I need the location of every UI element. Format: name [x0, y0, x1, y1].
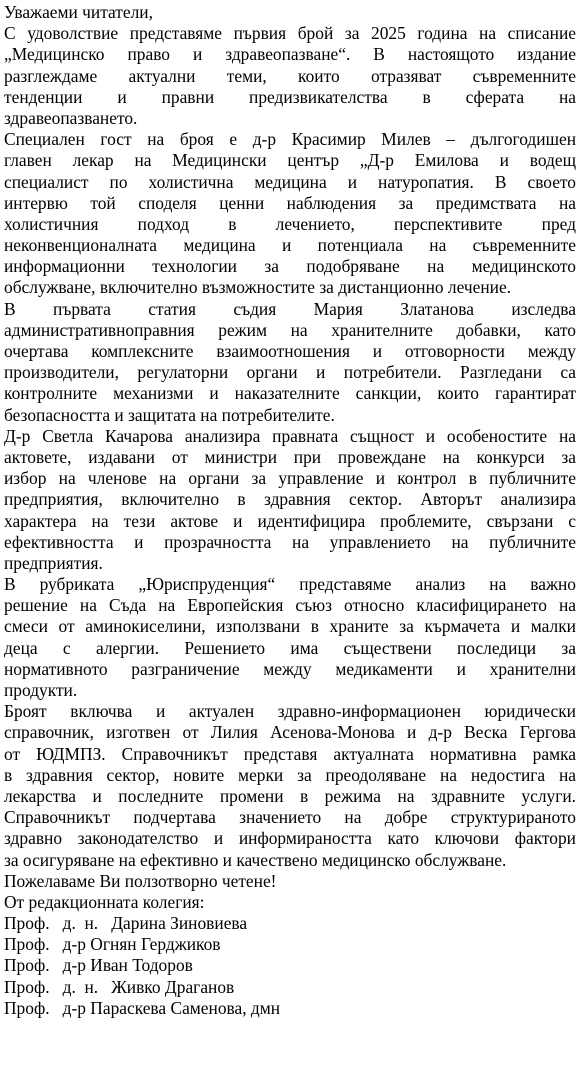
- paragraph: [4, 129, 576, 299]
- paragraph-line: предприятия, включително в здравния сектор. Авторът анализира: [4, 489, 576, 510]
- paragraph-line: от ЮДМПЗ. Справочникът представя актуалната нормативна рамка: [4, 743, 576, 764]
- paragraph-line: С удоволствие представяме първия брой за 2025 година на списание: [4, 23, 576, 44]
- paragraph-line: интервю той споделя ценни наблюдения за предимствата на: [4, 192, 576, 213]
- paragraph-line: здравеопазването.: [4, 107, 138, 128]
- paragraph-line: характера на тези актове и идентифицира проблемите, свързани с: [4, 510, 576, 531]
- paragraph-line: Справочникът подчертава значението на добре структурираното: [4, 807, 576, 828]
- paragraph: [4, 574, 576, 701]
- paragraph-line: избор на членове на органи за управление и контрол в публичните: [4, 468, 576, 489]
- paragraph-line: смеси от аминокиселини, използвани в храните за кърмачета и малки: [4, 616, 576, 637]
- signatory-name: Проф. д-р Параскева Саменова, дмн: [4, 997, 281, 1018]
- paragraph-line: неконвенционалната медицина и потенциала на съвременните: [4, 235, 576, 256]
- signatory-name: Проф. д-р Огнян Герджиков: [4, 934, 221, 955]
- paragraph-line: актовете, издавани от министри при провеждане на конкурси за: [4, 446, 576, 467]
- editorial-letter: [4, 2, 576, 1019]
- paragraph-line: административноправния режим на хранителните добавки, като: [4, 319, 576, 340]
- paragraph-line: в здравния сектор, новите мерки за преодоляване на недостига на: [4, 764, 576, 785]
- paragraph-line: контролните механизми и наказателните санкции, които гарантират: [4, 383, 576, 404]
- signatory-list: [4, 913, 576, 1019]
- paragraph-line: ефективността и прозрачността на управлението на публичните: [4, 531, 576, 552]
- paragraph-line: специалист по холистична медицина и натуропатия. В своето: [4, 171, 576, 192]
- paragraph-line: Д-р Светла Качарова анализира правната същност и особеностите на: [4, 425, 576, 446]
- paragraph: [4, 701, 576, 871]
- paragraph-line: здравно законодателство и информираността като ключови фактори: [4, 828, 576, 849]
- paragraph-line: „Медицинско право и здравеопазване“. В настоящото издание: [4, 44, 576, 65]
- paragraph-line: В първата статия съдия Мария Златанова изследва: [4, 298, 576, 319]
- greeting: Уважаеми читатели,: [4, 2, 153, 22]
- signatory-name: Проф. д. н. Дарина Зиновиева: [4, 913, 248, 934]
- paragraph-line: тенденции и правни предизвикателства в сферата на: [4, 86, 576, 107]
- paragraph-line: разглеждаме актуални теми, които отразяват съвременните: [4, 65, 576, 86]
- paragraph-line: решение на Съда на Европейския съюз относно класифицирането на: [4, 595, 576, 616]
- editorial-board-heading: От редакционната колегия:: [4, 891, 205, 912]
- paragraph-line: лекарства и последните промени в режима на здравните услуги.: [4, 785, 576, 806]
- paragraph-line: очертава комплексните взаимоотношения и отговорности между: [4, 341, 576, 361]
- paragraph: [4, 23, 576, 129]
- paragraph-line: главен лекар на Медицински център „Д-р Емилова и водещ: [4, 150, 576, 171]
- signatory-name: Проф. д. н. Живко Драганов: [4, 976, 235, 997]
- paragraph-line: деца с алергии. Решението има съществени последици за: [4, 637, 576, 658]
- paragraph-line: холистичния подход в лечението, перспективите пред: [4, 213, 576, 234]
- paragraph-line: безопасността и защитата на потребителите.: [4, 404, 335, 425]
- paragraph-line: предприятия.: [4, 552, 103, 573]
- paragraph-line: Броят включва и актуален здравно-информационен юридически: [4, 701, 576, 722]
- paragraph-line: за осигуряване на ефективно и качествено медицинско обслужване.: [4, 849, 507, 870]
- paragraph: [4, 426, 576, 574]
- paragraph-line: нормативното разграничение между медикаменти и хранителни: [4, 658, 576, 679]
- paragraph-line: В рубриката „Юриспруденция“ представяме анализ на важно: [4, 574, 576, 595]
- paragraph-line: продукти.: [4, 680, 78, 700]
- paragraph-line: информационни технологии за подобряване на медицинското: [4, 256, 576, 277]
- signatory-name: Проф. д-р Иван Тодоров: [4, 955, 193, 976]
- closing-wish: Пожелаваме Ви ползотворно четене!: [4, 870, 277, 891]
- paragraph-line: обслужване, включително възможностите за дистанционно лечение.: [4, 277, 512, 298]
- paragraph-line: производители, регулаторни органи и потребители. Разгледани са: [4, 362, 576, 383]
- letter-body: [4, 23, 576, 871]
- paragraph-line: справочник, изготвен от Лилия Асенова-Монова и д-р Веска Гергова: [4, 722, 576, 743]
- paragraph-line: Специален гост на броя е д-р Красимир Милев – дългогодишен: [4, 129, 576, 150]
- paragraph: [4, 299, 576, 426]
